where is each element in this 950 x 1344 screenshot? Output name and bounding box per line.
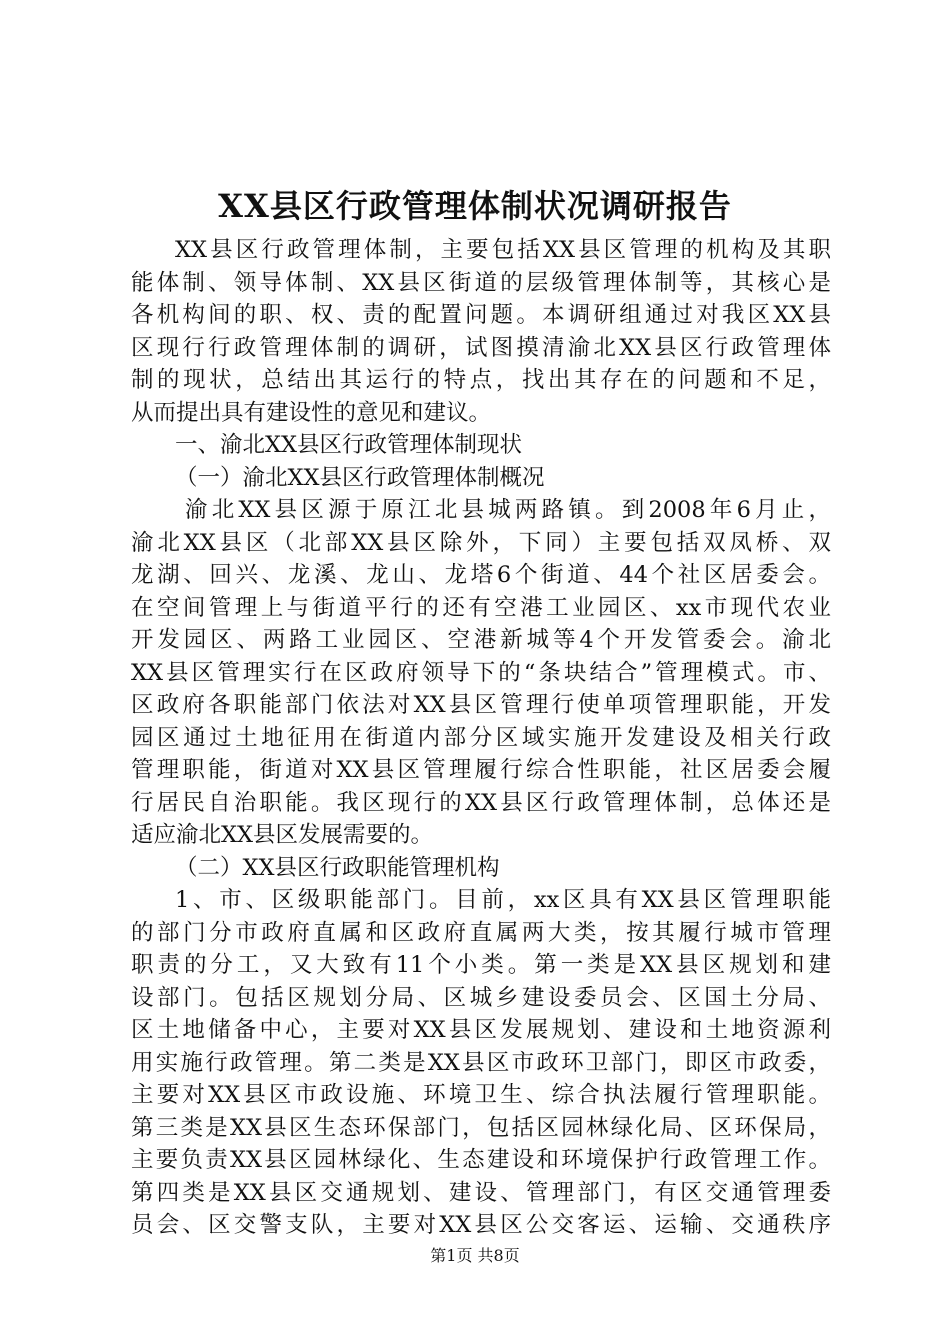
text-line: 各机构间的职、权、责的配置问题。本调研组通过对我区XX县 xyxy=(131,302,831,328)
document-body xyxy=(131,234,831,1242)
document-title: XX县区行政管理体制状况调研报告 xyxy=(218,187,732,225)
text-line: 区政府各职能部门依法对XX县区管理行使单项管理职能，开发 xyxy=(131,692,831,718)
text-line: 能体制、领导体制、XX县区街道的层级管理体制等，其核心是 xyxy=(131,269,831,296)
text-line: 园区通过土地征用在街道内部分区域实施开发建设及相关行政 xyxy=(131,724,831,751)
text-line: 在空间管理上与街道平行的还有空港工业园区、xx市现代农业 xyxy=(131,594,831,621)
text-line: 开发园区、两路工业园区、空港新城等4个开发管委会。渝北 xyxy=(131,627,831,653)
text-line: 渝北XX县区（北部XX县区除外，下同）主要包括双凤桥、双 xyxy=(131,529,831,556)
text-line: 区土地储备中心，主要对XX县区发展规划、建设和土地资源利 xyxy=(131,1017,831,1043)
text-line: 的部门分市政府直属和区政府直属两大类，按其履行城市管理 xyxy=(131,919,831,946)
text-line: 1、市、区级职能部门。目前，xx区具有XX县区管理职能 xyxy=(175,887,831,913)
text-line: 管理职能，街道对XX县区管理履行综合性职能，社区居委会履 xyxy=(131,757,831,783)
text-line: 区现行行政管理体制的调研，试图摸清渝北XX县区行政管理体 xyxy=(131,334,831,361)
text-line: 主要负责XX县区园林绿化、生态建设和环境保护行政管理工作。 xyxy=(131,1147,831,1173)
text-line: 用实施行政管理。第二类是XX县区市政环卫部门，即区市政委， xyxy=(131,1049,831,1076)
page-footer: 第1页 共8页 xyxy=(430,1246,520,1265)
text-line: 职责的分工，又大致有11个小类。第一类是XX县区规划和建 xyxy=(131,952,831,978)
subsection-heading: （二）XX县区行政职能管理机构 xyxy=(175,854,500,881)
text-line: 龙湖、回兴、龙溪、龙山、龙塔6个街道、44个社区居委会。 xyxy=(131,562,831,588)
subsection-heading: （一）渝北XX县区行政管理体制概况 xyxy=(175,464,545,491)
text-line: 行居民自治职能。我区现行的XX县区行政管理体制，总体还是 xyxy=(131,789,831,816)
text-line: 从而提出具有建设性的意见和建议。 xyxy=(131,399,492,426)
text-line: 渝北XX县区源于原江北县城两路镇。到2008年6月止， xyxy=(185,497,831,523)
text-line: 设部门。包括区规划分局、区城乡建设委员会、区国土分局、 xyxy=(131,984,831,1011)
text-line: 员会、区交警支队，主要对XX县区公交客运、运输、交通秩序 xyxy=(131,1212,831,1238)
text-line: 制的现状，总结出其运行的特点，找出其存在的问题和不足， xyxy=(131,367,831,393)
text-line: XX县区管理实行在区政府领导下的“条块结合”管理模式。市、 xyxy=(131,659,831,686)
text-line: 主要对XX县区市政设施、环境卫生、综合执法履行管理职能。 xyxy=(131,1082,831,1108)
text-line: XX县区行政管理体制，主要包括XX县区管理的机构及其职 xyxy=(175,237,831,263)
text-line: 第三类是XX县区生态环保部门，包括区园林绿化局、区环保局， xyxy=(131,1114,831,1141)
section-heading: 一、渝北XX县区行政管理体制现状 xyxy=(175,432,523,458)
text-line: 适应渝北XX县区发展需要的。 xyxy=(131,822,434,848)
text-line: 第四类是XX县区交通规划、建设、管理部门，有区交通管理委 xyxy=(131,1179,831,1206)
